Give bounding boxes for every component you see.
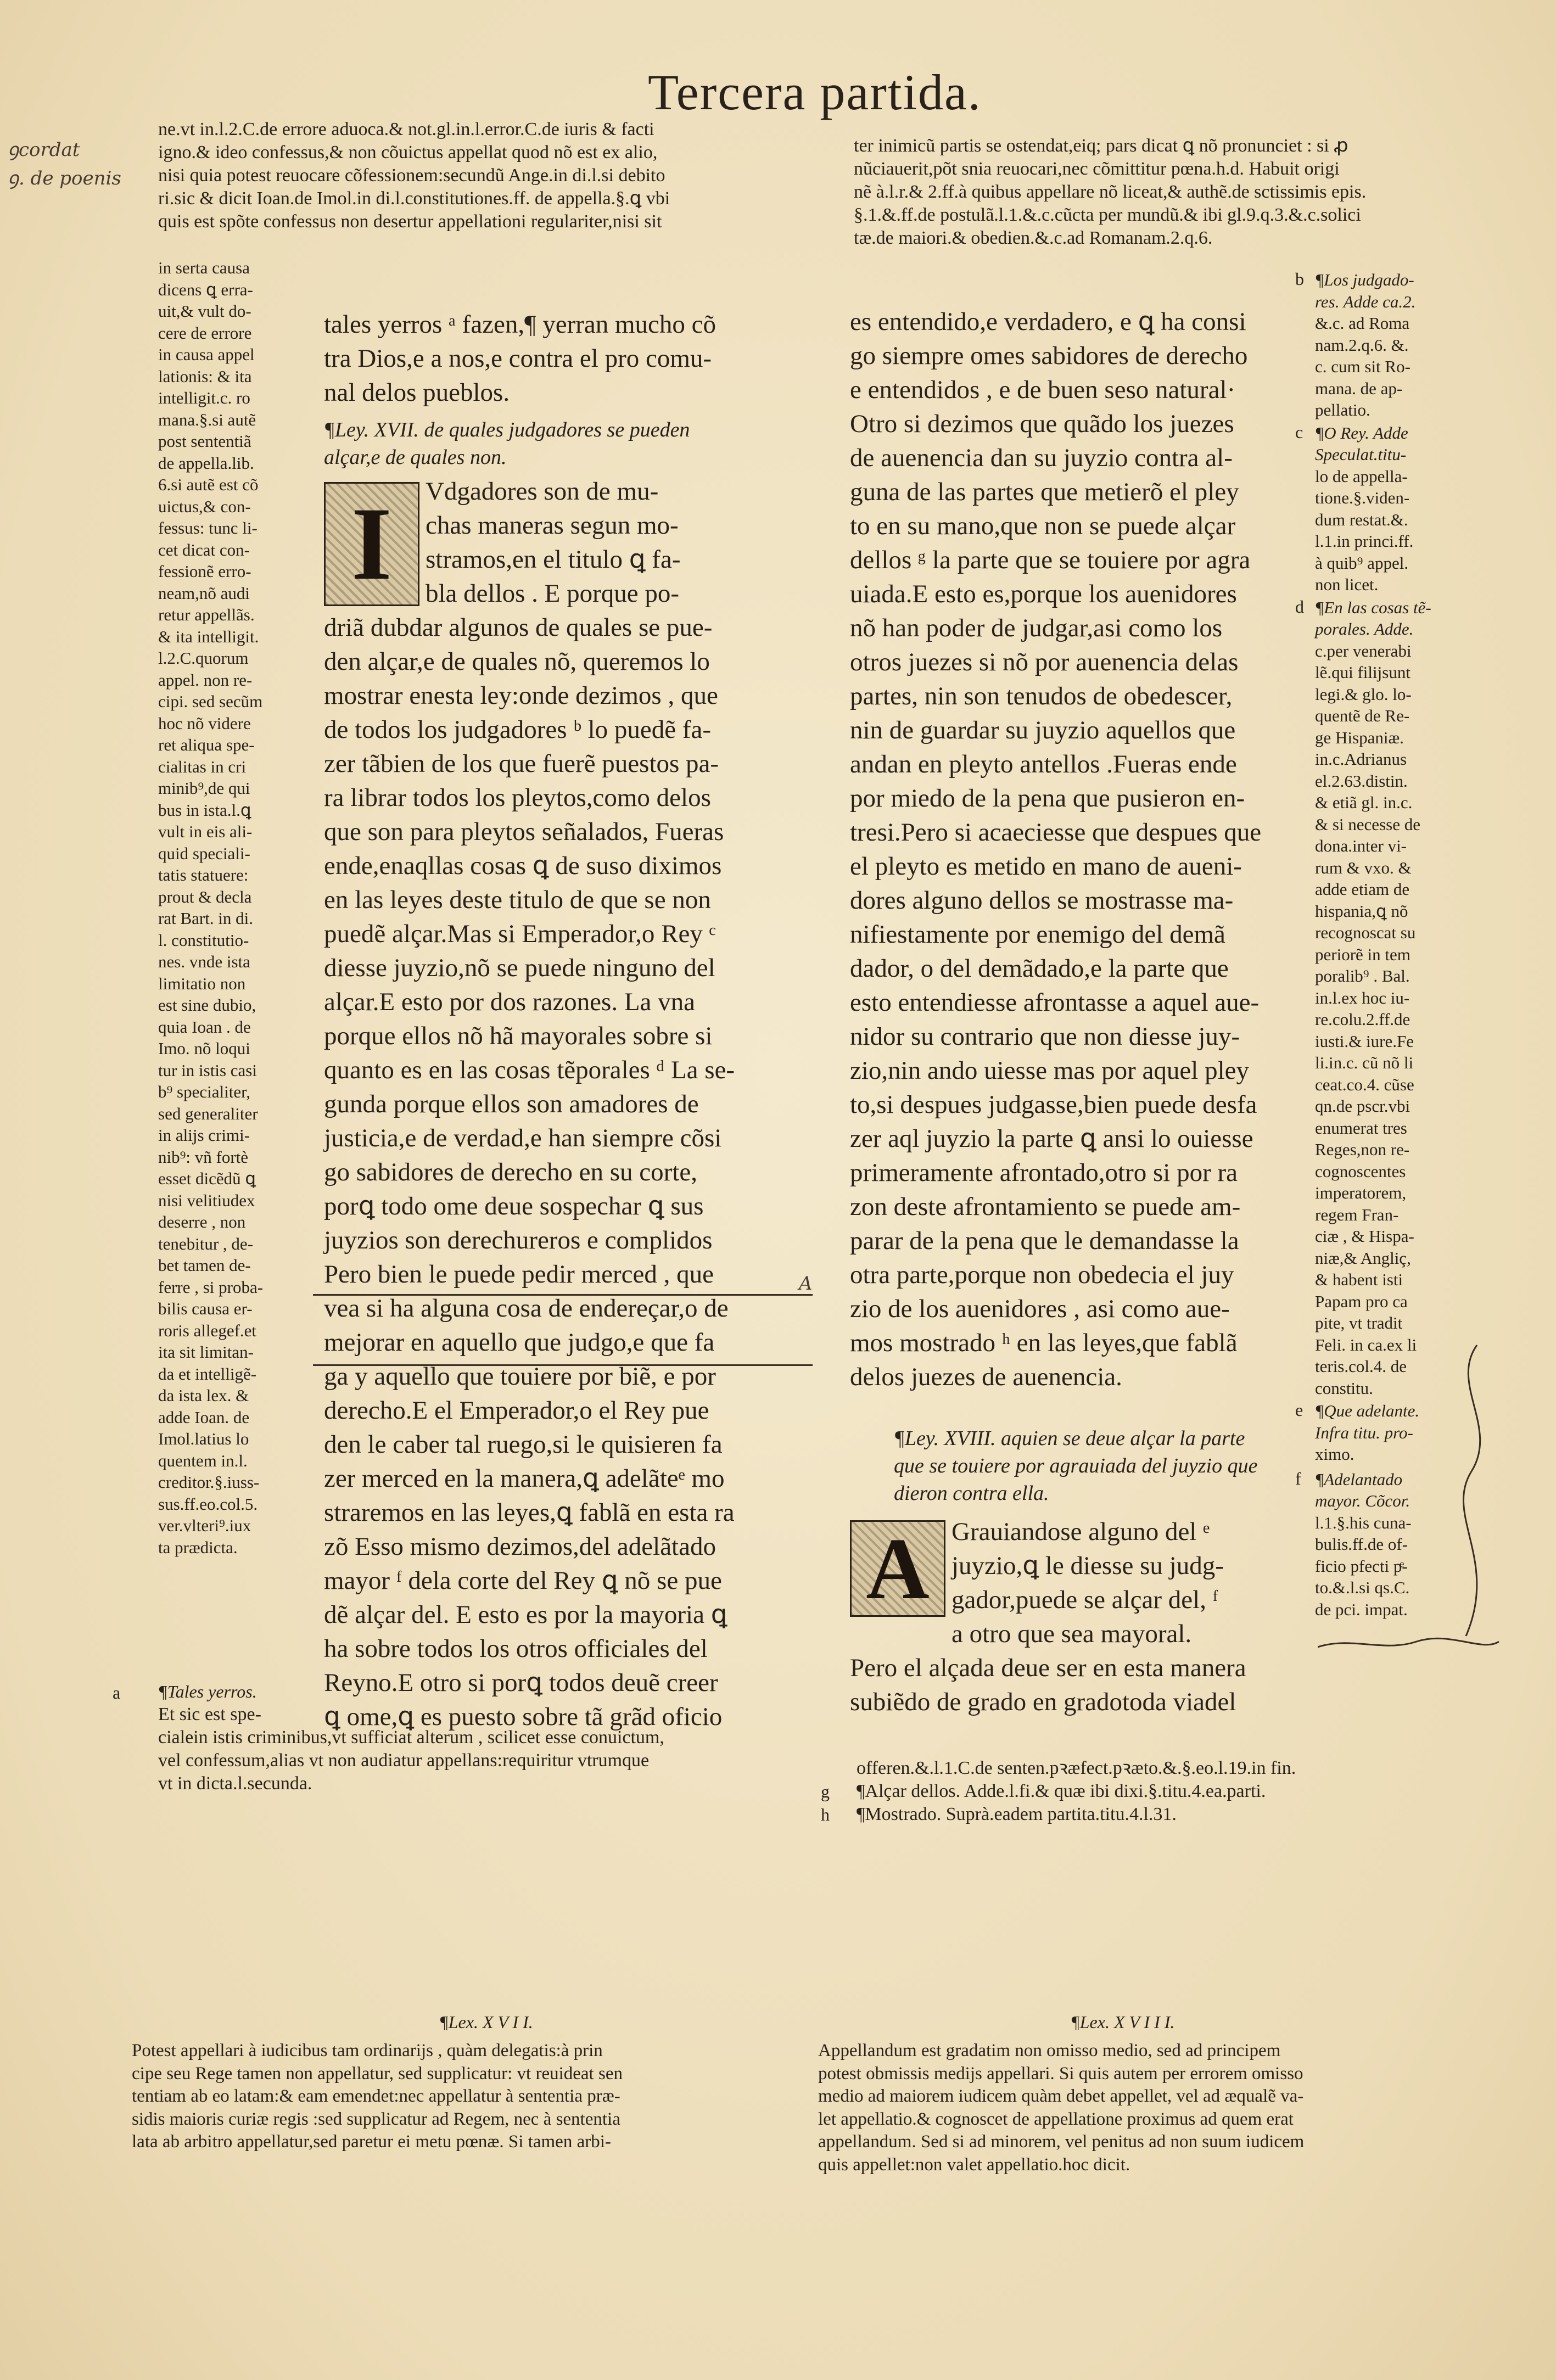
- lex-17-lines: [132, 2040, 807, 2154]
- gloss-line: c. cum sit Ro-: [1315, 357, 1411, 376]
- summary-line: Appellandum est gradatim non omisso medio, sed ad principem: [818, 2041, 1281, 2060]
- gloss-line: dona.inter vi-: [1315, 836, 1407, 855]
- summary-line: cipe seu Rege tamen non appellatur, sed supplicatur: vt reuideat sen: [132, 2063, 623, 2084]
- gloss-line: tenebitur , de-: [158, 1234, 254, 1253]
- gloss-line: li.in.c. cũ nõ li: [1315, 1053, 1414, 1072]
- text-line: nin de guardar su juyzio aquellos que: [850, 716, 1236, 744]
- gloss-line: deserre , non: [158, 1212, 246, 1231]
- right-gloss-note: [1295, 269, 1496, 421]
- gloss-line: da ista lex. &: [158, 1386, 249, 1405]
- handwritten-note-1: ꝯcordat: [8, 139, 80, 161]
- gloss-line: cet dicat con-: [158, 540, 250, 559]
- text-line: Pero bien le puede pedir merced , que: [324, 1260, 714, 1289]
- summary-line: medio ad maiorem iudicem quàm debet appellet, vel ad æqualẽ va-: [818, 2086, 1304, 2107]
- text-line: parar de la pena que le demandasse la: [850, 1227, 1239, 1255]
- gloss-line: in serta causa: [158, 258, 250, 277]
- gloss-line: da et intelligẽ-: [158, 1364, 257, 1384]
- heading-line: alçar,e de quales non.: [324, 446, 507, 469]
- gloss-line: Infra titu. pro-: [1315, 1423, 1413, 1442]
- text-line: zio de los auenidores , asi como aue-: [850, 1295, 1230, 1323]
- text-line: zer tãbien de los que fuerẽ puestos pa-: [324, 749, 719, 778]
- summary-line: potest obmissis medijs appellari. Si quis autem per errorem omisso: [818, 2063, 1303, 2084]
- gloss-line: roris allegef.et: [158, 1320, 257, 1340]
- gloss-line: cognoscentes: [1315, 1161, 1406, 1181]
- gloss-line: uit,& vult do-: [158, 301, 251, 321]
- gloss-line: ferre , si proba-: [158, 1277, 264, 1297]
- gloss-line: quentem in.l.: [158, 1451, 248, 1470]
- gloss-line: de appella.lib.: [158, 453, 254, 473]
- gloss-line: cialitas in cri: [158, 757, 247, 776]
- text-line: to en su mano,que non se puede alçar: [850, 512, 1236, 540]
- text-line: ha sobre todos los otros officiales del: [324, 1634, 708, 1663]
- gloss-line: nisi velitiudex: [158, 1190, 255, 1210]
- gloss-line: offeren.&.l.1.C.de senten.pꝛæfect.pꝛæto.&.§.eo.l.19.in fin.: [857, 1758, 1296, 1778]
- gloss-line: bilis causa er-: [158, 1299, 253, 1318]
- gloss-line: tione.§.viden-: [1315, 488, 1410, 507]
- gloss-line: imperatorem,: [1315, 1183, 1407, 1202]
- note-letter: f: [1295, 1468, 1301, 1488]
- gloss-line: ximo.: [1315, 1444, 1354, 1464]
- gloss-line: ri.sic & dicit Ioan.de Imol.in di.l.constitutiones.ff. de appella.§.ꝗ vbi: [158, 188, 670, 209]
- gloss-line: hispania,ꝗ nõ: [1315, 901, 1408, 921]
- dropcap-I: [324, 482, 419, 606]
- gloss-line: re.colu.2.ff.de: [1315, 1010, 1411, 1029]
- summary-line: quis appellet:non valet appellatio.hoc dicit.: [818, 2154, 1130, 2175]
- gloss-line: ita sit limitan-: [158, 1342, 254, 1362]
- col2-body2-wrap: [850, 1515, 1344, 1719]
- gloss-line: mana. de ap-: [1315, 378, 1403, 398]
- lex-18-summary: [818, 2040, 1504, 2177]
- text-line: zõ Esso mismo dezimos,del adelãtado: [324, 1532, 716, 1561]
- note-letter: d: [1295, 596, 1304, 617]
- gloss-line: prout & decla: [158, 887, 252, 906]
- gloss-line: uictus,& con-: [158, 496, 251, 516]
- gloss-line: creditor.§.iuss-: [158, 1472, 260, 1492]
- gloss-line: to.&.l.si qs.C.: [1315, 1578, 1410, 1597]
- col2-after-notes: [857, 1757, 1471, 1826]
- top-gloss-right-lines: [854, 135, 1507, 250]
- text-line: Vdgadores son de mu-: [426, 477, 659, 506]
- text-line: tales yerros ᵃ fazen,¶ yerran mucho cõ: [324, 310, 717, 339]
- text-line: vea si ha alguna cosa de endereçar,o de: [324, 1294, 729, 1323]
- gloss-line: lẽ.qui filijsunt: [1315, 663, 1411, 682]
- gloss-line: regem Fran-: [1315, 1205, 1399, 1224]
- gloss-line: dum restat.&.: [1315, 509, 1408, 529]
- text-line: porque ellos nõ hã mayorales sobre si: [324, 1022, 713, 1050]
- gloss-line: ret aliqua spe-: [158, 735, 255, 754]
- gloss-line: quis est spõte confessus non desertur appellationi regulariter,nisi sit: [158, 211, 662, 232]
- text-line: Reyno.E otro si porꝗ todos deuẽ creer: [324, 1668, 718, 1697]
- text-line: zio,nin ando uiesse mas por aquel pley: [850, 1056, 1250, 1085]
- underline-mark-1: [313, 1294, 813, 1296]
- text-line: en las leyes deste titulo de que se non: [324, 886, 711, 914]
- note-letter: e: [1295, 1400, 1303, 1420]
- text-line: Pero el alçada deue ser en esta manera: [850, 1654, 1246, 1682]
- text-line: dores alguno dellos se mostrasse ma-: [850, 886, 1234, 915]
- text-line: ra librar todos los pleytos,como delos: [324, 783, 711, 812]
- right-gloss-note: [1295, 596, 1496, 1399]
- text-line: go siempre omes sabidores de derecho: [850, 341, 1248, 370]
- text-line: zer merced en la manera,ꝗ adelãteᵉ mo: [324, 1464, 725, 1493]
- summary-line: appellandum. Sed si ad minorem, vel penitus ad non suum iudicem: [818, 2132, 1305, 2152]
- main-column-2: [850, 305, 1344, 1719]
- gloss-line: appel. non re-: [158, 670, 253, 690]
- gloss-line: res. Adde ca.2.: [1315, 292, 1416, 311]
- gloss-line: quid speciali-: [158, 843, 250, 863]
- gloss-line: legi.& glo. lo-: [1315, 684, 1412, 704]
- gloss-line: nisi quia potest reuocare cõfessionem:secundũ Ange.in di.l.si debito: [158, 165, 665, 186]
- col2-after-lines: [857, 1757, 1471, 1826]
- gloss-line: ceat.co.4. cũse: [1315, 1074, 1414, 1094]
- gloss-line: cipi. sed secũm: [158, 692, 263, 711]
- gloss-line: de pci. impat.: [1315, 1599, 1408, 1619]
- text-line: gunda porque ellos son amadores de: [324, 1090, 699, 1118]
- text-line: porꝗ todo ome deue sospechar ꝗ sus: [324, 1192, 704, 1220]
- gloss-line: à quib⁹ appel.: [1315, 553, 1409, 573]
- left-gloss-column: [158, 257, 317, 1558]
- lex-18-lines: [818, 2040, 1504, 2177]
- text-line: driã dubdar algunos de quales se pue-: [324, 613, 713, 642]
- text-line: Grauiandose alguno del ᵉ: [951, 1517, 1210, 1546]
- gloss-line: bus in ista.l.ꝗ: [158, 800, 251, 820]
- note-letter-h: h: [821, 1805, 830, 1824]
- gloss-line: ¶Mostrado. Suprà.eadem partita.titu.4.l.31.: [857, 1804, 1177, 1824]
- gloss-line: adde etiam de: [1315, 880, 1410, 899]
- gloss-line: bulis.ff.de of-: [1315, 1535, 1408, 1554]
- text-line: partes, nin son tenudos de obedescer,: [850, 682, 1233, 710]
- text-line: de auenencia dan su juyzio contra al-: [850, 444, 1233, 472]
- gloss-line: Et sic est spe-: [158, 1704, 261, 1724]
- text-line: mostrar enesta ley:onde dezimos , que: [324, 681, 718, 710]
- text-line: Otro si dezimos que quãdo los juezes: [850, 410, 1234, 438]
- text-line: tresi.Pero si acaeciesse que despues que: [850, 818, 1262, 847]
- gloss-line: ter inimicũ partis se ostendat,eiq; pars dicat ꝗ nõ pronunciet : si ꝓ: [854, 136, 1348, 156]
- gloss-line: l.1.in princi.ff.: [1315, 531, 1414, 551]
- text-line: uiada.E esto es,porque los auenidores: [850, 580, 1237, 608]
- gloss-line: cialein istis criminibus,vt sufficiat alterum , scilicet esse conuictum,: [158, 1727, 664, 1748]
- margin-underline-wave: [1318, 1631, 1504, 1658]
- heading-line: ¶Ley. XVIII. aquien se deue alçar la parte: [894, 1427, 1245, 1450]
- text-line: nifiestamente por enemigo del demã: [850, 920, 1225, 949]
- text-line: to,si despues judgasse,bien puede desfa: [850, 1090, 1257, 1119]
- text-line: den alçar,e de quales nõ, queremos lo: [324, 647, 710, 676]
- gloss-line: neam,nõ audi: [158, 583, 250, 603]
- text-line: es entendido,e verdadero, e ꝗ ha consi: [850, 307, 1246, 336]
- gloss-line: in.l.ex hoc iu-: [1315, 988, 1410, 1007]
- text-line: nõ han poder de judgar,asi como los: [850, 614, 1223, 642]
- gloss-line: ne.vt in.l.2.C.de errore aduoca.& not.gl.in.l.error.C.de iuris & facti: [158, 119, 654, 139]
- gloss-line: limitatio non: [158, 973, 246, 993]
- gloss-line: rat Bart. in di.: [158, 909, 254, 928]
- gloss-line: igno.& ideo confessus,& non cõuictus appellat quod nõ est ex alio,: [158, 142, 658, 163]
- heading-line: que se touiere por agrauiada del juyzio que: [894, 1454, 1258, 1477]
- text-line: andan en pleyto antellos .Fueras ende: [850, 750, 1237, 779]
- text-line: puedẽ alçar.Mas si Emperador,o Rey ᶜ: [324, 920, 716, 948]
- text-line: juyzio,ꝗ le diesse su judg-: [951, 1552, 1224, 1580]
- gloss-line: & si necesse de: [1315, 814, 1420, 834]
- gloss-line: l. constitutio-: [158, 930, 249, 950]
- gloss-line: ¶O Rey. Adde: [1315, 423, 1408, 443]
- text-line: dẽ alçar del. E esto es por la mayoria ꝗ: [324, 1600, 727, 1629]
- text-line: straremos en las leyes,ꝗ fablã en esta ra: [324, 1498, 735, 1527]
- gloss-line: ver.vlteri⁹.iux: [158, 1516, 251, 1535]
- text-line: otra parte,porque non obedecia el juy: [850, 1261, 1234, 1289]
- gloss-line: & ita intelligit.: [158, 626, 259, 646]
- text-line: ga y aquello que touiere por biẽ, e por: [324, 1362, 716, 1391]
- gloss-line: el.2.63.distin.: [1315, 771, 1408, 791]
- top-gloss-left: [158, 118, 828, 233]
- gloss-line: & etiã gl. in.c.: [1315, 793, 1413, 812]
- text-line: juyzios son derechureros e complidos: [324, 1226, 713, 1255]
- gloss-line: Imo. nõ loqui: [158, 1039, 250, 1058]
- gloss-line: poralib⁹ . Bal.: [1315, 966, 1410, 985]
- gloss-line: constitu.: [1315, 1378, 1373, 1398]
- gloss-line: c.per venerabi: [1315, 641, 1412, 660]
- gloss-line: tatis statuere:: [158, 865, 249, 884]
- gloss-line: 6.si autẽ est cõ: [158, 475, 259, 494]
- text-line: subiẽdo de grado en gradotoda viadel: [850, 1688, 1236, 1716]
- page-title: Tercera partida.: [648, 64, 982, 120]
- gloss-line: b⁹ specialiter,: [158, 1082, 250, 1101]
- gloss-line: periorẽ in tem: [1315, 944, 1411, 964]
- gloss-line: intelligit.c. ro: [158, 388, 250, 407]
- gloss-line: Reges,non re-: [1315, 1140, 1410, 1159]
- gloss-line: hoc nõ videre: [158, 713, 251, 733]
- summary-line: tentiam ab eo latam:& eam emendet:nec appellatur à sententia præ-: [132, 2086, 620, 2107]
- gloss-line: ¶En las cosas tẽ-: [1315, 597, 1431, 617]
- underline-mark-2: [313, 1364, 813, 1366]
- gloss-line: esset dicẽdũ ꝗ: [158, 1169, 256, 1188]
- text-line: otros juezes si nõ por auenencia delas: [850, 648, 1239, 676]
- main-column-1: [324, 307, 818, 1734]
- text-line: de todos los judgadores ᵇ lo puedẽ fa-: [324, 715, 712, 744]
- note-letter-g: g: [821, 1782, 830, 1801]
- text-line: derecho.E el Emperador,o el Rey pue: [324, 1396, 709, 1425]
- lex-17-summary: [132, 2040, 807, 2154]
- text-line: stramos,en el titulo ꝗ fa-: [426, 545, 681, 574]
- handwritten-a: A: [799, 1273, 813, 1295]
- text-line: nidor su contrario que non diesse juy-: [850, 1022, 1240, 1051]
- summary-line: sidis maioris curiæ regis :sed supplicatur ad Regem, nec à sententia: [132, 2109, 620, 2129]
- gloss-line: Imol.latius lo: [158, 1429, 249, 1448]
- gloss-line: cere de errore: [158, 323, 252, 343]
- summary-line: lata ab arbitro appellatur,sed paretur ei metu pœnæ. Si tamen arbi-: [132, 2132, 611, 2152]
- gloss-line: pellatio.: [1315, 400, 1370, 419]
- text-line: ꝗ ome,ꝗ es puesto sobre tã grãd oficio: [324, 1703, 723, 1731]
- text-line: dador, o del demãdado,e la parte que: [850, 954, 1229, 983]
- text-line: primeramente afrontado,otro si por ra: [850, 1158, 1238, 1187]
- gloss-line: recognoscat su: [1315, 923, 1416, 942]
- gloss-line: quentẽ de Re-: [1315, 706, 1410, 725]
- handwritten-note-2: ꝯ. de poenis: [8, 167, 121, 189]
- text-line: mayor ᶠ dela corte del Rey ꝗ nõ se pue: [324, 1566, 722, 1595]
- gloss-line: in causa appel: [158, 345, 255, 364]
- text-line: por miedo de la pena que pusieron en-: [850, 784, 1245, 813]
- gloss-line: &.c. ad Roma: [1315, 313, 1410, 333]
- gloss-line: post sententiã: [158, 432, 251, 451]
- dropcap-A: [850, 1520, 945, 1617]
- gloss-line: retur appellãs.: [158, 605, 255, 624]
- gloss-line: ficio pfecti pͤ-: [1315, 1556, 1408, 1576]
- gloss-line: fessus: tunc li-: [158, 518, 258, 537]
- gloss-line: rum & vxo. &: [1315, 858, 1412, 877]
- text-line: justicia,e de verdad,e han siempre cõsi: [324, 1124, 722, 1152]
- gloss-line: ta prædicta.: [158, 1537, 238, 1557]
- gloss-line: est sine dubio,: [158, 995, 256, 1015]
- gloss-line: vel confessum,alias vt non audiatur appellans:requiritur vtrumque: [158, 1750, 650, 1771]
- gloss-line: nam.2.q.6. &.: [1315, 335, 1409, 355]
- text-line: mejorar en aquello que judgo,e que fa: [324, 1328, 715, 1357]
- text-line: guna de las partes que metierõ el pley: [850, 478, 1239, 506]
- note-letter: c: [1295, 422, 1303, 442]
- gloss-line: nib⁹: vñ fortè: [158, 1147, 249, 1167]
- ley-17-heading: [324, 416, 818, 471]
- gloss-line: quia Ioan . de: [158, 1017, 251, 1037]
- margin-bracket: [1444, 1340, 1510, 1647]
- text-line: alçar.E esto por dos razones. La vna: [324, 988, 696, 1016]
- gloss-line: tur in istis casi: [158, 1060, 257, 1080]
- note-a-heading: ¶Tales yerros.: [158, 1682, 257, 1701]
- gloss-line: enumerat tres: [1315, 1118, 1407, 1138]
- top-gloss-left-lines: [158, 118, 828, 233]
- text-line: quanto es en las cosas tẽporales ᵈ La se-: [324, 1056, 735, 1084]
- summary-line: Potest appellari à iudicibus tam ordinarijs , quàm delegatis:à prin: [132, 2041, 603, 2060]
- gloss-line: l.2.C.quorum: [158, 648, 249, 668]
- gloss-line: Papam pro ca: [1315, 1291, 1408, 1311]
- dropcap-I-letter: I: [351, 486, 392, 602]
- ley-18-heading: [894, 1425, 1344, 1507]
- note-letter-a: a: [113, 1683, 121, 1703]
- gloss-line: iusti.& iure.Fe: [1315, 1031, 1414, 1051]
- gloss-line: lo de appella-: [1315, 466, 1408, 486]
- lex-17-heading: ¶Lex. X V I I.: [439, 2012, 533, 2032]
- col1-intro: [324, 307, 818, 410]
- text-line: a otro que sea mayoral.: [951, 1620, 1192, 1648]
- text-line: nal delos pueblos.: [324, 378, 510, 407]
- gloss-line: mana.§.si autẽ: [158, 410, 256, 429]
- gloss-line: & habent isti: [1315, 1270, 1403, 1289]
- gloss-line: qn.de pscr.vbi: [1315, 1096, 1411, 1116]
- gloss-line: sed generaliter: [158, 1104, 258, 1123]
- text-line: mos mostrado ʰ en las leyes,que fablã: [850, 1329, 1238, 1357]
- gloss-line: nẽ à.l.r.& 2.ff.à quibus appellare nõ liceat,& authẽ.de sctissimis epis.: [854, 182, 1367, 202]
- text-line: que son para pleytos señalados, Fueras: [324, 817, 724, 846]
- heading-line: dieron contra ella.: [894, 1482, 1049, 1505]
- text-line: el pleyto es metido en mano de auenі-: [850, 852, 1242, 881]
- gloss-line: ciæ , & Hispa-: [1315, 1227, 1414, 1246]
- gloss-line: tæ.de maiori.& obedien.&.c.ad Romanam.2.q.6.: [854, 228, 1213, 248]
- gloss-line: dicens ꝗ erra-: [158, 279, 253, 299]
- gloss-line: ¶Los judgado-: [1315, 270, 1414, 289]
- gloss-line: nũciauerit,põt snia reuocari,nec cõmittitur pœna.h.d. Habuit origi: [854, 159, 1340, 179]
- gloss-line: Speculat.titu-: [1315, 445, 1407, 464]
- gloss-line: teris.col.4. de: [1315, 1357, 1407, 1376]
- gloss-line: ¶Alçar dellos. Adde.l.fi.& quæ ibi dixi.§.titu.4.ea.parti.: [857, 1781, 1266, 1801]
- gloss-line: l.1.§.his cuna-: [1315, 1513, 1412, 1532]
- gloss-line: §.1.&.ff.de postulã.l.1.&.c.cũcta per mundũ.& ibi gl.9.q.3.&.c.solici: [854, 205, 1361, 225]
- gloss-line: in alijs crimi-: [158, 1125, 250, 1145]
- gloss-line: ¶Que adelante.: [1315, 1401, 1420, 1420]
- col2-body: [850, 305, 1344, 1394]
- summary-line: let appellatio.& cognoscet de appellatione proximus ad quem erat: [818, 2109, 1294, 2129]
- text-line: esto entendiesse afrontasse a aquel aue-: [850, 988, 1260, 1017]
- text-line: ende,enaqllas cosas ꝗ de suso diximos: [324, 852, 722, 880]
- gloss-line: pite, vt tradit: [1315, 1313, 1403, 1332]
- text-line: den le caber tal ruego,si le quisieren fa: [324, 1430, 723, 1459]
- text-line: delos juezes de auenencia.: [850, 1363, 1122, 1391]
- gloss-line: porales. Adde.: [1315, 619, 1414, 639]
- gloss-line: bet tamen de-: [158, 1256, 251, 1275]
- text-line: gador,puede se alçar del, ᶠ: [951, 1586, 1218, 1614]
- gloss-line: mayor. Cõcor.: [1315, 1491, 1411, 1510]
- gloss-line: fessionẽ erro-: [158, 562, 251, 581]
- text-line: zon deste afrontamiento se puede am-: [850, 1192, 1241, 1221]
- text-line: go sabidores de derecho en su corte,: [324, 1158, 697, 1186]
- left-gloss-lines: [158, 257, 317, 1558]
- gloss-line: ge Hispaniæ.: [1315, 727, 1404, 747]
- gloss-line: nes. vnde ista: [158, 952, 250, 971]
- text-line: zer aql juyzio la parte ꝗ ansi lo ouiesse: [850, 1124, 1253, 1153]
- top-gloss-right: [854, 135, 1507, 250]
- heading-line: ¶Ley. XVII. de quales judgadores se pueden: [324, 418, 690, 441]
- gloss-line: sus.ff.eo.col.5.: [158, 1494, 258, 1514]
- gloss-line: vt in dicta.l.secunda.: [158, 1773, 312, 1794]
- gloss-line: ¶Adelantado: [1315, 1469, 1403, 1489]
- col1-body-wrap: [324, 474, 818, 1734]
- text-line: tra Dios,e a nos,e contra el pro comu-: [324, 344, 712, 373]
- note-letter: b: [1295, 269, 1304, 289]
- text-line: diesse juyzio,nõ se puede ninguno del: [324, 954, 715, 982]
- gloss-line: adde Ioan. de: [158, 1407, 250, 1427]
- col1-body: [324, 474, 818, 1734]
- gloss-line: lationis: & ita: [158, 366, 252, 386]
- text-line: e entendidos , e de buen seso natural·: [850, 376, 1236, 404]
- gloss-line: minib⁹,de qui: [158, 779, 250, 798]
- gloss-line: Feli. in ca.ex li: [1315, 1335, 1417, 1354]
- gloss-line: niæ,& Angliç,: [1315, 1248, 1411, 1268]
- right-gloss-note: [1295, 422, 1496, 596]
- text-line: dellos ᵍ la parte que se touiere por agra: [850, 546, 1251, 574]
- gloss-line: non licet.: [1315, 575, 1379, 594]
- text-line: chas maneras segun mo-: [426, 511, 679, 540]
- dropcap-A-letter: A: [866, 1520, 930, 1617]
- gloss-line: vult in eis ali-: [158, 822, 253, 841]
- lex-18-heading: ¶Lex. X V I I I.: [1071, 2012, 1175, 2032]
- gloss-line: in.c.Adrianus: [1315, 749, 1407, 769]
- text-line: bla dellos . E porque po-: [426, 579, 680, 608]
